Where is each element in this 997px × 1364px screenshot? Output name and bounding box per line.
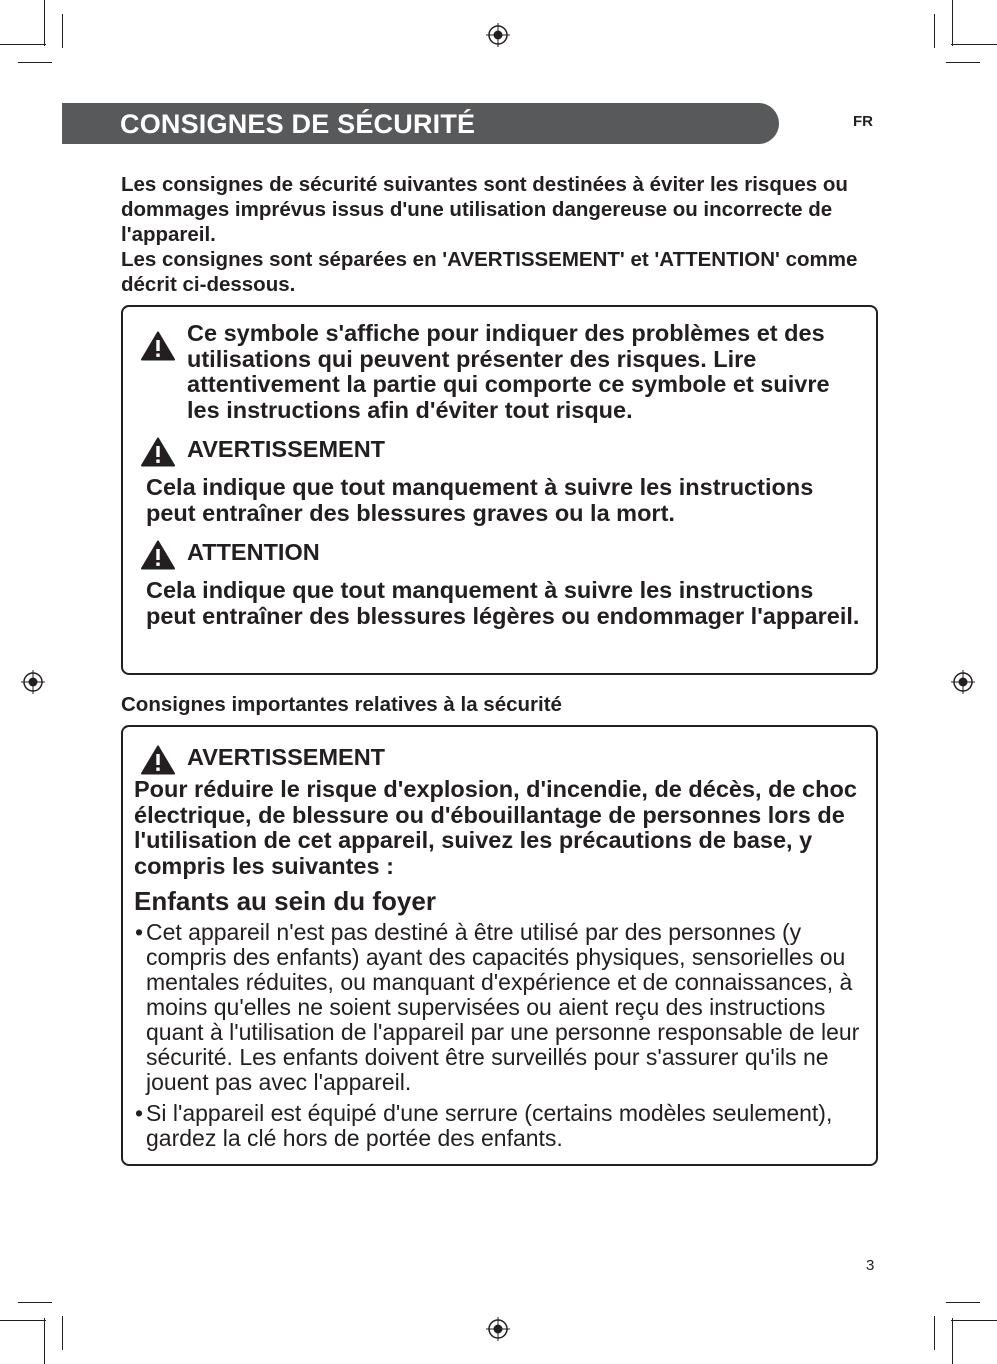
page-title: CONSIGNES DE SÉCURITÉ [120, 109, 476, 139]
language-label: FR [853, 113, 873, 130]
page-number: 3 [866, 1257, 875, 1274]
registration-mark-icon [486, 23, 510, 47]
caution-description: Cela indique que tout manquement à suivre les instructions peut entraîner des blessures légères ou endommager l'appareil. [146, 577, 860, 629]
crop-mark [0, 1320, 46, 1321]
section-heading: Consignes importantes relatives à la sécurité [121, 693, 562, 716]
crop-mark [952, 0, 953, 46]
list-item: Si l'appareil est équipé d'une serrure (certains modèles seulement), gardez la clé hors de portée des enfants. [146, 1100, 833, 1151]
crop-mark [0, 44, 46, 45]
crop-mark [934, 1316, 935, 1350]
subsection-title: Enfants au sein du foyer [134, 886, 436, 916]
crop-mark [44, 1318, 45, 1364]
warning-triangle-icon [141, 437, 175, 467]
crop-mark [62, 14, 63, 48]
crop-mark [952, 1318, 953, 1364]
list-item: Cet appareil n'est pas destiné à être utilisé par des personnes (y compris des enfants) ayant des capacités physiques, sensorielles ou mentales réduites, ou manquant d'expérience et de connaissances, à moins qu'elles ne soient supervisées ou aient reçu des instructions quant à l'utilisation de l'appareil par une personne responsable de leur sécurité. Les enfants doivent être surveillés pour s'assurer qu'ils ne jouent pas avec l'appareil. [146, 919, 860, 1095]
warning-triangle-icon [141, 331, 175, 361]
intro-text [121, 172, 891, 297]
registration-mark-icon [951, 670, 975, 694]
warning-triangle-icon [141, 745, 175, 775]
crop-mark [62, 1316, 63, 1350]
warning-label: AVERTISSEMENT [187, 744, 386, 770]
crop-mark [946, 1302, 980, 1303]
intro-paragraph: Les consignes sont séparées en 'AVERTISSEMENT' et 'ATTENTION' comme décrit ci-dessous. [121, 248, 858, 296]
warning-label: AVERTISSEMENT [187, 436, 386, 462]
registration-mark-icon [21, 670, 45, 694]
crop-mark [44, 0, 45, 46]
warning-description: Pour réduire le risque d'explosion, d'incendie, de décès, de choc électrique, de blessure ou d'ébouillantage de personnes lors de l'utilisation de cet appareil, suivez les précautions de base, y compris les suivantes : [134, 776, 857, 879]
crop-mark [18, 1302, 52, 1303]
intro-paragraph: Les consignes de sécurité suivantes sont destinées à éviter les risques ou dommages imprévus issus d'une utilisation dangereuse ou incorrecte de l'appareil. [121, 173, 848, 246]
caution-triangle-icon [141, 540, 175, 570]
crop-mark [946, 62, 980, 63]
crop-mark [951, 44, 997, 45]
crop-mark [18, 62, 52, 63]
bullet-marker: • [135, 1100, 144, 1126]
bullet-marker: • [135, 919, 144, 945]
symbol-description: Ce symbole s'affiche pour indiquer des problèmes et des utilisations qui peuvent présenter des risques. Lire attentivement la partie qui comporte ce symbole et suivre les instructions afin d'éviter tout risque. [187, 320, 830, 423]
crop-mark [951, 1320, 997, 1321]
crop-mark [934, 14, 935, 48]
warning-description: Cela indique que tout manquement à suivre les instructions peut entraîner des blessures graves ou la mort. [146, 474, 814, 526]
registration-mark-icon [486, 1317, 510, 1341]
caution-label: ATTENTION [187, 539, 320, 565]
